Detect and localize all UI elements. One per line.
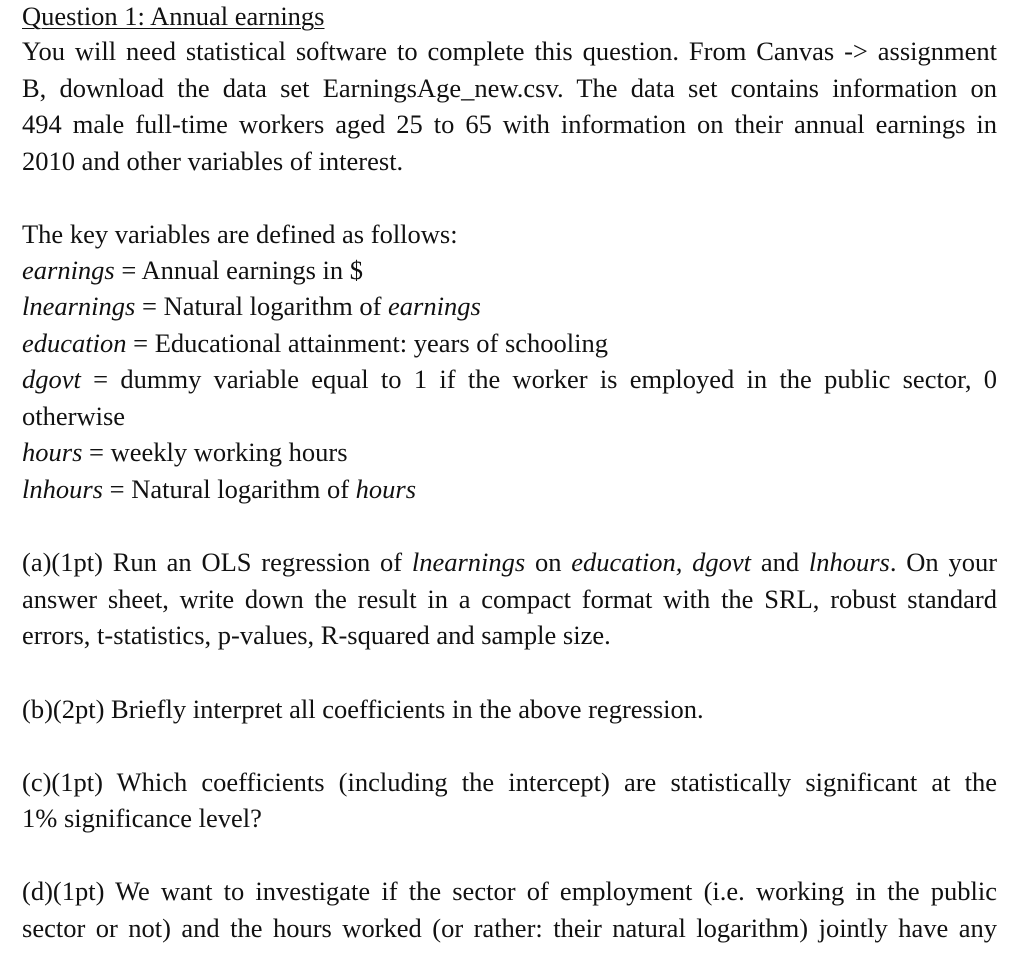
- definition-hours-text: = weekly working hours: [82, 437, 348, 467]
- definition-dgovt-text: = dummy variable equal to 1 if the worker is employed in the public sector, 0: [80, 364, 997, 394]
- var-dgovt: dgovt: [22, 364, 81, 394]
- definitions-heading: The key variables are defined as follows:: [22, 219, 458, 249]
- definition-hours: [22, 434, 348, 470]
- question-title: Question 1: Annual earnings: [22, 1, 325, 31]
- var-hours: hours: [22, 437, 83, 467]
- intro-line-3: 494 male full-time workers aged 25 to 65 with information on their annual earnings in: [22, 109, 997, 139]
- part-a-prefix: (a)(1pt) Run an OLS regression of: [22, 547, 412, 577]
- var-earnings-ref: earnings: [388, 291, 481, 321]
- definition-education-text: = Educational attainment: years of schooling: [126, 328, 609, 358]
- var-earnings: earnings: [22, 255, 115, 285]
- part-c-line-1: (c)(1pt) Which coefficients (including the intercept) are statistically significant at the: [22, 767, 997, 797]
- definition-education: [22, 325, 608, 361]
- part-a-suffix: . On your: [889, 547, 998, 577]
- part-a-mid2: and: [751, 547, 809, 577]
- var-hours-ref: hours: [355, 474, 417, 504]
- part-a-var-lnearnings: lnearnings: [411, 547, 526, 577]
- definition-earnings-text: = Annual earnings in $: [114, 255, 364, 285]
- definition-lnearnings-text: = Natural logarithm of: [135, 291, 389, 321]
- definition-dgovt: [22, 361, 997, 397]
- part-d-line-2: sector or not) and the hours worked (or rather: their natural logarithm) jointly have any: [22, 913, 997, 943]
- definition-dgovt-continued: otherwise: [22, 401, 126, 431]
- part-d-line-1: (d)(1pt) We want to investigate if the sector of employment (i.e. working in the public: [22, 876, 997, 906]
- intro-line-4: 2010 and other variables of interest.: [22, 146, 404, 176]
- var-lnearnings: lnearnings: [22, 291, 136, 321]
- part-a-var-lnhours: lnhours: [808, 547, 890, 577]
- intro-line-1: You will need statistical software to complete this question. From Canvas -> assignment: [22, 36, 997, 66]
- definition-lnhours-text: = Natural logarithm of: [103, 474, 356, 504]
- part-a-mid: on: [525, 547, 572, 577]
- definition-lnhours: [22, 471, 416, 507]
- part-a-line-2: answer sheet, write down the result in a compact format with the SRL, robust standard: [22, 584, 997, 614]
- definition-earnings: [22, 252, 363, 288]
- var-lnhours: lnhours: [22, 474, 103, 504]
- part-a-line-1: [22, 544, 997, 580]
- var-education: education: [22, 328, 127, 358]
- intro-line-2: B, download the data set EarningsAge_new.csv. The data set contains information on: [22, 73, 997, 103]
- definition-lnearnings: [22, 288, 481, 324]
- part-b-line-1: (b)(2pt) Briefly interpret all coefficients in the above regression.: [22, 694, 704, 724]
- part-a-line-3: errors, t-statistics, p-values, R-squared and sample size.: [22, 620, 611, 650]
- part-c-line-2: 1% significance level?: [22, 803, 262, 833]
- part-a-var-education-dgovt: education, dgovt: [571, 547, 752, 577]
